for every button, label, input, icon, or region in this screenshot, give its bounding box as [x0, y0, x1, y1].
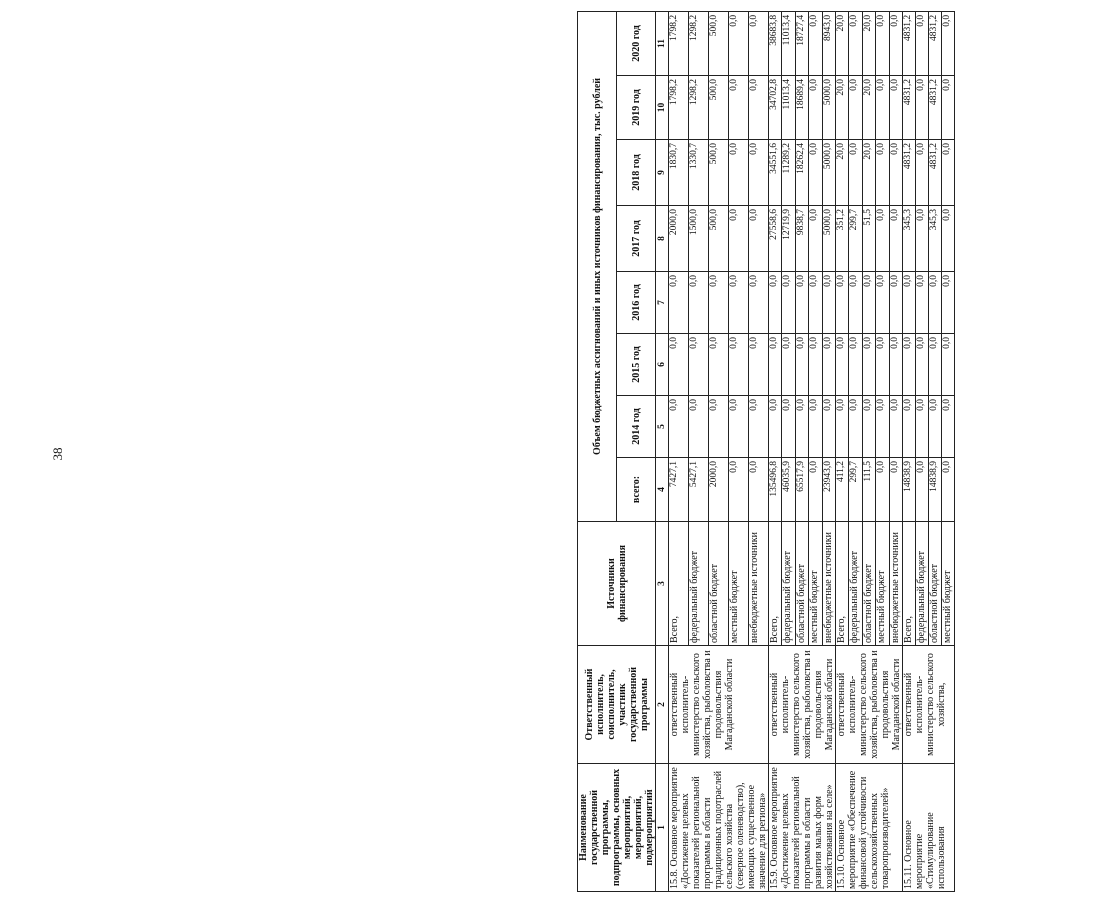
- funding-value: 345,3: [929, 206, 942, 272]
- header-year-2016: 2016 год: [617, 272, 656, 334]
- funding-value: 0,0: [822, 272, 835, 334]
- funding-value: 0,0: [889, 458, 902, 522]
- funding-value: 0,0: [889, 76, 902, 140]
- funding-value: 0,0: [876, 206, 889, 272]
- funding-value: 0,0: [836, 396, 849, 458]
- funding-value: 20,0: [836, 11, 849, 75]
- funding-value: 111,5: [862, 458, 875, 522]
- funding-value: 0,0: [729, 396, 749, 458]
- funding-value: 0,0: [809, 11, 822, 75]
- header-year-2018: 2018 год: [617, 140, 656, 206]
- program-activity-name: 15.9. Основное мероприятие «Достижение целевых показателей региональной программы в области развития малых форм хозяйствования на селе»: [769, 764, 836, 892]
- page-number: 38: [50, 447, 65, 461]
- funding-value: 0,0: [689, 272, 709, 334]
- funding-value: 0,0: [929, 396, 942, 458]
- header-year-2014: 2014 год: [617, 396, 656, 458]
- funding-value: 5427,1: [689, 458, 709, 522]
- funding-source: федеральный бюджет: [916, 522, 929, 646]
- responsible-executor: ответственный исполнитель-министерство сельского хозяйства, рыболовства и продовольствия Магаданской области: [769, 646, 836, 764]
- funding-value: 0,0: [836, 272, 849, 334]
- funding-source: местный бюджет: [942, 522, 955, 646]
- funding-value: 0,0: [689, 334, 709, 396]
- funding-value: 0,0: [876, 76, 889, 140]
- header-year-2015: 2015 год: [617, 334, 656, 396]
- funding-value: 0,0: [849, 272, 862, 334]
- program-activity-name: 15.11. Основное мероприятие «Стимулирование использования: [903, 764, 955, 892]
- funding-value: 0,0: [749, 206, 769, 272]
- header-year-2019: 2019 год: [617, 76, 656, 140]
- funding-value: 11289,2: [782, 140, 795, 206]
- table-body: [669, 11, 955, 891]
- funding-value: 0,0: [769, 272, 782, 334]
- funding-value: 1298,2: [689, 11, 709, 75]
- funding-value: 4831,2: [903, 140, 916, 206]
- funding-source: местный бюджет: [876, 522, 889, 646]
- column-number: 5: [656, 396, 669, 458]
- funding-value: 20,0: [862, 140, 875, 206]
- funding-value: 0,0: [782, 272, 795, 334]
- funding-value: 0,0: [929, 334, 942, 396]
- funding-source: Всего,: [769, 522, 782, 646]
- funding-source: федеральный бюджет: [782, 522, 795, 646]
- header-funding-volume: Объем бюджетных ассигнований и иных источников финансирования, тыс. рублей: [578, 11, 617, 521]
- funding-value: 135496,8: [769, 458, 782, 522]
- funding-value: 0,0: [903, 396, 916, 458]
- funding-value: 0,0: [942, 206, 955, 272]
- funding-value: 0,0: [749, 458, 769, 522]
- responsible-executor: ответственный исполнитель-министерство сельского хозяйства, рыболовства и продовольствия Магаданской области: [669, 646, 769, 764]
- funding-value: 7427,1: [669, 458, 689, 522]
- funding-value: 0,0: [669, 272, 689, 334]
- funding-value: 2000,0: [709, 458, 729, 522]
- funding-value: 5000,0: [822, 140, 835, 206]
- funding-value: 0,0: [749, 11, 769, 75]
- header-year-2017: 2017 год: [617, 206, 656, 272]
- funding-value: 0,0: [669, 396, 689, 458]
- funding-value: 0,0: [849, 76, 862, 140]
- funding-value: 0,0: [916, 11, 929, 75]
- funding-source: внебюджетные источники: [889, 522, 902, 646]
- funding-value: 0,0: [916, 458, 929, 522]
- funding-value: 0,0: [749, 396, 769, 458]
- funding-source: местный бюджет: [809, 522, 822, 646]
- funding-value: 500,0: [709, 140, 729, 206]
- rotated-table-container: [577, 12, 1097, 892]
- funding-value: 18727,4: [795, 11, 808, 75]
- responsible-executor: ответственный исполнитель-министерство сельского хозяйства, рыболовства и продовольствия Магаданской области: [836, 646, 903, 764]
- funding-value: 34702,8: [769, 76, 782, 140]
- funding-source: областной бюджет: [795, 522, 808, 646]
- funding-value: 0,0: [862, 396, 875, 458]
- funding-value: 0,0: [942, 396, 955, 458]
- funding-value: 5000,0: [822, 206, 835, 272]
- funding-value: 0,0: [822, 396, 835, 458]
- funding-value: 0,0: [795, 334, 808, 396]
- funding-value: 0,0: [749, 140, 769, 206]
- funding-value: 0,0: [903, 334, 916, 396]
- funding-source: Всего,: [669, 522, 689, 646]
- funding-value: 0,0: [889, 206, 902, 272]
- funding-value: 5000,0: [822, 76, 835, 140]
- column-number: 3: [656, 522, 669, 646]
- funding-value: 0,0: [916, 396, 929, 458]
- column-number: 7: [656, 272, 669, 334]
- funding-value: 1298,2: [689, 76, 709, 140]
- funding-value: 1798,2: [669, 76, 689, 140]
- funding-value: 4831,2: [929, 11, 942, 75]
- funding-value: 65517,9: [795, 458, 808, 522]
- funding-value: 0,0: [795, 272, 808, 334]
- funding-value: 0,0: [809, 272, 822, 334]
- funding-value: 0,0: [876, 11, 889, 75]
- funding-source: внебюджетные источники: [749, 522, 769, 646]
- funding-value: 0,0: [782, 334, 795, 396]
- funding-value: 0,0: [729, 140, 749, 206]
- funding-value: 2000,0: [669, 206, 689, 272]
- funding-value: 0,0: [782, 396, 795, 458]
- funding-value: 51,5: [862, 206, 875, 272]
- funding-value: 345,3: [903, 206, 916, 272]
- funding-value: 0,0: [749, 76, 769, 140]
- funding-value: 0,0: [942, 272, 955, 334]
- table-row: [669, 11, 689, 891]
- funding-value: 4831,2: [929, 140, 942, 206]
- funding-value: 0,0: [809, 76, 822, 140]
- funding-source: местный бюджет: [729, 522, 749, 646]
- funding-value: 0,0: [769, 334, 782, 396]
- funding-value: 351,2: [836, 206, 849, 272]
- funding-source: областной бюджет: [709, 522, 729, 646]
- funding-value: 0,0: [862, 272, 875, 334]
- header-program-name: Наименование государственной программы, подпрограммы, основных мероприятий, мероприятий, подмероприятий: [578, 764, 656, 892]
- funding-value: 0,0: [876, 458, 889, 522]
- funding-value: 0,0: [729, 334, 749, 396]
- funding-value: 0,0: [889, 334, 902, 396]
- column-number: 8: [656, 206, 669, 272]
- funding-value: 0,0: [942, 334, 955, 396]
- funding-value: 0,0: [749, 334, 769, 396]
- funding-source: федеральный бюджет: [689, 522, 709, 646]
- funding-value: 0,0: [916, 206, 929, 272]
- funding-value: 14838,9: [903, 458, 916, 522]
- funding-source: областной бюджет: [929, 522, 942, 646]
- funding-value: 0,0: [916, 272, 929, 334]
- funding-value: 0,0: [903, 272, 916, 334]
- funding-value: 0,0: [942, 140, 955, 206]
- funding-value: 14838,9: [929, 458, 942, 522]
- funding-value: 299,7: [849, 458, 862, 522]
- funding-table: [577, 11, 955, 892]
- funding-value: 0,0: [916, 76, 929, 140]
- funding-value: 38683,8: [769, 11, 782, 75]
- funding-value: 411,2: [836, 458, 849, 522]
- funding-value: 0,0: [795, 396, 808, 458]
- table-row: [836, 11, 849, 891]
- funding-value: 0,0: [809, 206, 822, 272]
- column-number: 10: [656, 76, 669, 140]
- funding-value: 500,0: [709, 76, 729, 140]
- column-number-row: [656, 11, 669, 891]
- funding-value: 0,0: [809, 458, 822, 522]
- funding-value: 0,0: [849, 396, 862, 458]
- funding-source: Всего,: [903, 522, 916, 646]
- column-number: 2: [656, 646, 669, 764]
- funding-value: 0,0: [809, 140, 822, 206]
- funding-value: 0,0: [942, 458, 955, 522]
- column-number: 6: [656, 334, 669, 396]
- funding-value: 0,0: [822, 334, 835, 396]
- funding-value: 0,0: [729, 206, 749, 272]
- funding-value: 1830,7: [669, 140, 689, 206]
- funding-value: 0,0: [889, 272, 902, 334]
- funding-value: 0,0: [942, 11, 955, 75]
- column-number: 1: [656, 764, 669, 892]
- funding-value: 0,0: [729, 11, 749, 75]
- funding-value: 0,0: [709, 396, 729, 458]
- responsible-executor: ответственный исполнитель-министерство сельского хозяйства,: [903, 646, 955, 764]
- funding-value: 0,0: [769, 396, 782, 458]
- funding-value: 0,0: [749, 272, 769, 334]
- funding-value: 4831,2: [903, 11, 916, 75]
- funding-value: 0,0: [849, 11, 862, 75]
- funding-value: 1330,7: [689, 140, 709, 206]
- program-activity-name: 15.8. Основное мероприятие «Достижение целевых показателей региональной программы в области традиционных подотраслей сельского хозяйства (северное оленеводство), имеющих существенное значение для региона»: [669, 764, 769, 892]
- funding-value: 0,0: [876, 396, 889, 458]
- funding-value: 4831,2: [903, 76, 916, 140]
- funding-value: 0,0: [809, 334, 822, 396]
- column-number: 4: [656, 458, 669, 522]
- funding-value: 20,0: [836, 140, 849, 206]
- funding-value: 500,0: [709, 11, 729, 75]
- funding-source: областной бюджет: [862, 522, 875, 646]
- funding-value: 0,0: [709, 334, 729, 396]
- header-executor: Ответственный исполнитель, соисполнитель, участник государственной программы: [578, 646, 656, 764]
- funding-value: 1798,2: [669, 11, 689, 75]
- table-row: [769, 11, 782, 891]
- funding-source: федеральный бюджет: [849, 522, 862, 646]
- header-year-total: всего:: [617, 458, 656, 522]
- column-number: 9: [656, 140, 669, 206]
- funding-value: 11013,4: [782, 11, 795, 75]
- funding-value: 20,0: [862, 76, 875, 140]
- funding-value: 0,0: [849, 334, 862, 396]
- funding-value: 27558,6: [769, 206, 782, 272]
- header-funding-source: Источники финансирования: [578, 522, 656, 646]
- column-number: 11: [656, 11, 669, 75]
- funding-value: 0,0: [916, 140, 929, 206]
- funding-value: 11013,4: [782, 76, 795, 140]
- funding-value: 0,0: [849, 140, 862, 206]
- funding-source: Всего,: [836, 522, 849, 646]
- funding-value: 1500,0: [689, 206, 709, 272]
- funding-value: 0,0: [889, 396, 902, 458]
- funding-value: 12719,9: [782, 206, 795, 272]
- funding-value: 500,0: [709, 206, 729, 272]
- funding-value: 8943,0: [822, 11, 835, 75]
- funding-value: 18689,4: [795, 76, 808, 140]
- funding-value: 0,0: [862, 334, 875, 396]
- funding-value: 0,0: [669, 334, 689, 396]
- funding-value: 23943,0: [822, 458, 835, 522]
- funding-value: 0,0: [876, 334, 889, 396]
- header-year-2020: 2020 год: [617, 11, 656, 75]
- funding-value: 20,0: [836, 76, 849, 140]
- funding-value: 20,0: [862, 11, 875, 75]
- funding-value: 0,0: [916, 334, 929, 396]
- funding-value: 4831,2: [929, 76, 942, 140]
- funding-value: 0,0: [729, 272, 749, 334]
- funding-value: 0,0: [942, 76, 955, 140]
- funding-value: 0,0: [729, 76, 749, 140]
- funding-value: 299,7: [849, 206, 862, 272]
- funding-value: 0,0: [889, 140, 902, 206]
- funding-value: 18262,4: [795, 140, 808, 206]
- funding-value: 0,0: [876, 272, 889, 334]
- funding-value: 0,0: [876, 140, 889, 206]
- funding-value: 34551,6: [769, 140, 782, 206]
- funding-value: 0,0: [689, 396, 709, 458]
- funding-source: внебюджетные источники: [822, 522, 835, 646]
- funding-value: 0,0: [929, 272, 942, 334]
- funding-value: 0,0: [809, 396, 822, 458]
- program-activity-name: 15.10. Основное мероприятие «Обеспечение финансовой устойчивости сельскохозяйственных товаропроизводителей»: [836, 764, 903, 892]
- funding-value: 0,0: [709, 272, 729, 334]
- funding-value: 0,0: [729, 458, 749, 522]
- funding-value: 0,0: [836, 334, 849, 396]
- funding-value: 46035,9: [782, 458, 795, 522]
- funding-value: 0,0: [889, 11, 902, 75]
- funding-value: 9838,7: [795, 206, 808, 272]
- table-row: [903, 11, 916, 891]
